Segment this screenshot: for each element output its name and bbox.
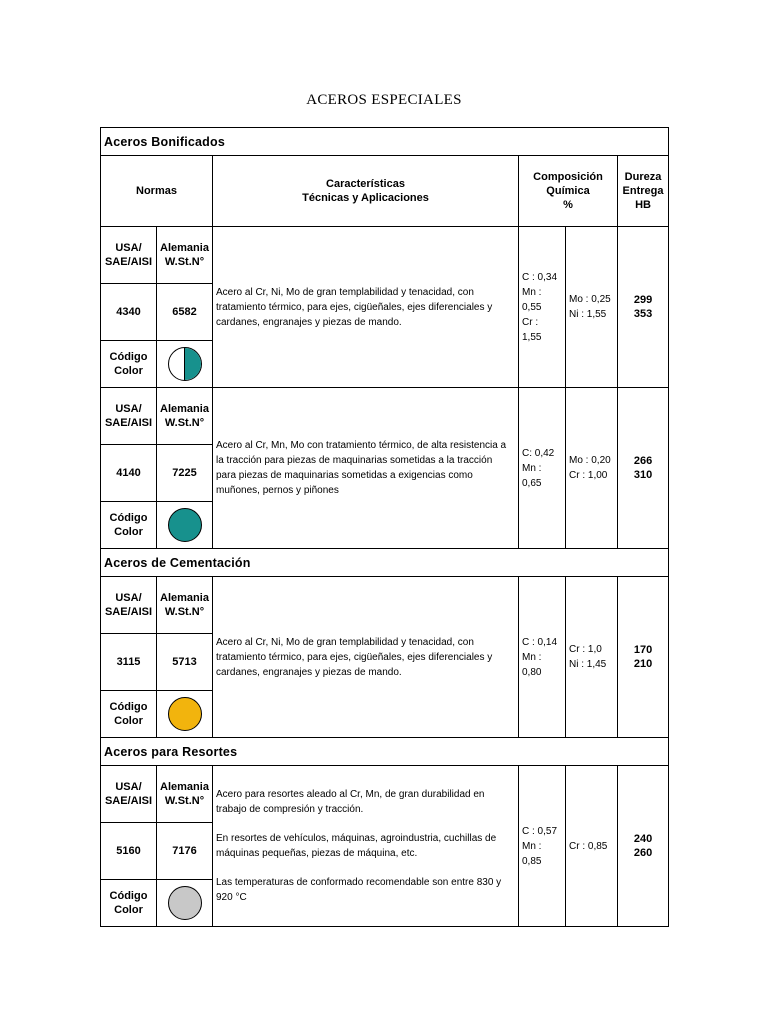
header-caracteristicas-line1: Características (326, 178, 405, 190)
sae-code: 5160 (101, 823, 157, 880)
hardness-value: 210 (633, 658, 653, 670)
steel-row (101, 388, 669, 445)
sae-code: 4340 (101, 284, 157, 341)
description-text: En resortes de vehículos, máquinas, agroindustria, cuchillas de máquinas pequeñas, piezas de máquina, etc. (216, 833, 497, 859)
alemania-label-line2: W.St.N° (164, 417, 205, 429)
usa-label-line1: USA/ (115, 403, 142, 415)
description-cell (213, 388, 519, 549)
composition-cell-a (519, 766, 566, 927)
sae-code: 3115 (101, 634, 157, 691)
composition-value: 0,85 (522, 855, 542, 867)
hardness-cell (618, 388, 669, 549)
composition-value: 0,80 (522, 666, 542, 678)
color-code-label-line2: Color (114, 526, 143, 538)
description-cell (213, 227, 519, 388)
wst-code: 7176 (157, 823, 213, 880)
composition-value: C: 0,42 (522, 447, 555, 459)
description-text: Acero al Cr, Ni, Mo de gran templabilidad y tenacidad, con tratamiento térmico, para ejes, cigüeñales, ejes diferenciales y cardanes, engranajes y piezas de mando. (216, 286, 493, 328)
header-dureza (618, 156, 669, 227)
usa-label-line2: SAE/AISI (104, 795, 153, 807)
description-cell (213, 577, 519, 738)
composition-value: Cr : 0,85 (569, 840, 608, 852)
color-code-label-line2: Color (114, 904, 143, 916)
header-caracteristicas (213, 156, 519, 227)
description-text: Las temperaturas de conformado recomendable son entre 830 y 920 °C (216, 877, 502, 903)
composition-value: Mo : 0,25 (569, 294, 611, 305)
steel-row (101, 577, 669, 634)
usa-label (101, 388, 157, 445)
hardness-value: 299 (633, 294, 653, 306)
composition-value: Cr : 1,0 (569, 644, 602, 655)
description-cell (213, 766, 519, 927)
composition-value: C : 0,57 (522, 825, 558, 837)
composition-value: Mn : (522, 651, 542, 663)
color-swatch-cell (157, 880, 213, 927)
wst-code: 7225 (157, 445, 213, 502)
header-dureza-line2: Entrega (622, 185, 664, 197)
hardness-value: 260 (633, 847, 653, 859)
composition-value: C : 0,34 (522, 271, 558, 283)
document-title: ACEROS ESPECIALES (306, 92, 462, 108)
hardness-value: 266 (633, 455, 653, 467)
composition-value: C : 0,14 (522, 636, 558, 648)
hardness-value: 310 (633, 469, 653, 481)
header-composicion (519, 156, 618, 227)
header-composicion-line3: % (563, 199, 573, 211)
wst-code: 5713 (157, 634, 213, 691)
color-code-label (101, 691, 157, 738)
wst-code: 6582 (157, 284, 213, 341)
description-text: Acero al Cr, Mn, Mo con tratamiento térmico, de alta resistencia a la tracción para piezas de maquinarias sometidas a la tracción para piezas de maquinarias sometidas a exigencias como muñones, pernos y piñones (216, 440, 507, 496)
color-swatch-cell (157, 341, 213, 388)
composition-cell-a (519, 577, 566, 738)
color-swatch-cell (157, 691, 213, 738)
hardness-value: 240 (633, 833, 653, 845)
composition-value: 1,55 (522, 331, 542, 343)
section-title: Aceros de Cementación (101, 549, 669, 577)
header-normas (101, 156, 213, 227)
color-code-label-line2: Color (114, 365, 143, 377)
steel-table (100, 127, 669, 927)
hardness-cell (618, 577, 669, 738)
alemania-label (157, 388, 213, 445)
section-title: Aceros Bonificados (101, 128, 669, 156)
description-text: Acero al Cr, Ni, Mo de gran templabilidad y tenacidad, con tratamiento térmico, para ejes, cigüeñales, ejes diferenciales y cardanes, engranajes y piezas de mando. (216, 636, 493, 678)
color-swatch-half (184, 348, 201, 380)
color-code-label-line2: Color (114, 715, 143, 727)
composition-value: Mo : 0,20 (569, 455, 611, 466)
color-swatch-cell (157, 502, 213, 549)
usa-label (101, 227, 157, 284)
alemania-label-line2: W.St.N° (164, 606, 205, 618)
usa-label (101, 766, 157, 823)
header-normas-label: Normas (136, 185, 177, 197)
hardness-cell (618, 227, 669, 388)
composition-value: Mn : (522, 462, 542, 474)
usa-label-line2: SAE/AISI (104, 256, 153, 268)
hardness-cell (618, 766, 669, 927)
usa-label-line2: SAE/AISI (104, 606, 153, 618)
alemania-label-line1: Alemania (160, 781, 209, 793)
composition-value: Mn : (522, 840, 542, 852)
color-code-label (101, 880, 157, 927)
steel-row (101, 227, 669, 284)
alemania-label-line1: Alemania (160, 403, 209, 415)
composition-value: Mn : (522, 286, 542, 298)
composition-cell-b (566, 388, 618, 549)
header-composicion-line1: Composición (533, 171, 603, 183)
color-swatch (168, 697, 202, 731)
composition-cell-a (519, 388, 566, 549)
hardness-value: 353 (633, 308, 653, 320)
section-title: Aceros para Resortes (101, 738, 669, 766)
header-caracteristicas-line2: Técnicas y Aplicaciones (302, 192, 429, 204)
composition-value: 0,65 (522, 477, 542, 489)
steel-row (101, 766, 669, 823)
alemania-label (157, 766, 213, 823)
alemania-label-line2: W.St.N° (164, 256, 205, 268)
usa-label-line2: SAE/AISI (104, 417, 153, 429)
alemania-label-line1: Alemania (160, 242, 209, 254)
composition-value: Cr : 1,00 (569, 470, 608, 481)
color-swatch (168, 347, 202, 381)
usa-label-line1: USA/ (115, 781, 142, 793)
composition-cell-b (566, 577, 618, 738)
color-code-label-line1: Código (109, 351, 148, 363)
composition-value: Cr : (522, 316, 539, 328)
color-code-label (101, 341, 157, 388)
header-composicion-line2: Química (546, 185, 590, 197)
color-code-label-line1: Código (109, 701, 148, 713)
color-code-label-line1: Código (109, 890, 148, 902)
composition-cell-b (566, 227, 618, 388)
color-code-label-line1: Código (109, 512, 148, 524)
color-swatch (168, 508, 202, 542)
composition-value: Ni : 1,45 (569, 659, 607, 670)
description-text: Acero para resortes aleado al Cr, Mn, de gran durabilidad en trabajo de compresión y tracción. (216, 789, 485, 815)
color-code-label (101, 502, 157, 549)
header-dureza-line3: HB (635, 199, 651, 211)
alemania-label (157, 227, 213, 284)
composition-cell-b (566, 766, 618, 927)
alemania-label (157, 577, 213, 634)
alemania-label-line2: W.St.N° (164, 795, 205, 807)
header-dureza-line1: Dureza (624, 171, 662, 183)
sae-code: 4140 (101, 445, 157, 502)
composition-cell-a (519, 227, 566, 388)
alemania-label-line1: Alemania (160, 592, 209, 604)
color-swatch (168, 886, 202, 920)
hardness-value: 170 (633, 644, 653, 656)
composition-value: Ni : 1,55 (569, 309, 607, 320)
usa-label-line1: USA/ (115, 242, 142, 254)
usa-label (101, 577, 157, 634)
usa-label-line1: USA/ (115, 592, 142, 604)
composition-value: 0,55 (522, 301, 542, 313)
